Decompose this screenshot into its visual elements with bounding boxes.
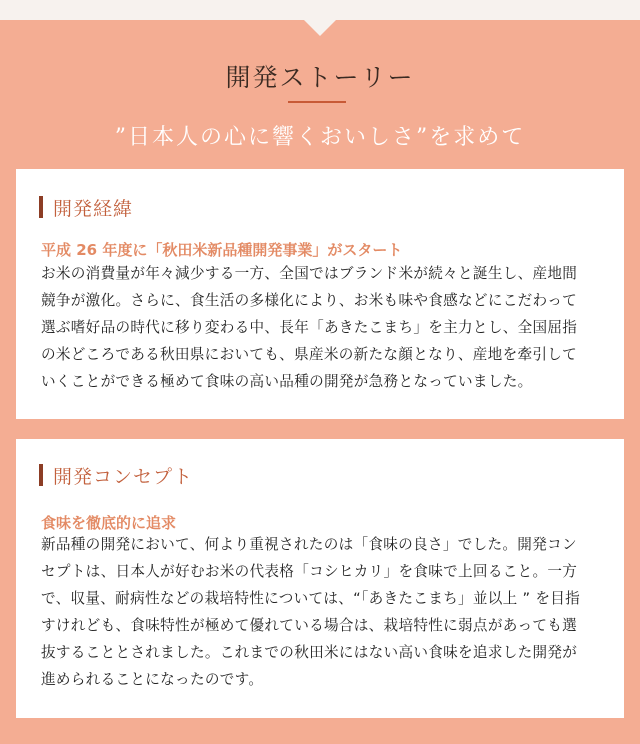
top-notch-decoration	[0, 0, 640, 40]
section-card-development-concept	[16, 439, 624, 718]
body-line: すけれども、食味特性が極めて優れている場合は、栽培特性に弱点があっても選	[41, 617, 578, 634]
section-body	[41, 531, 611, 693]
body-line: 新品種の開発において、何より重視されたのは「食味の良さ」でした。開発コン	[41, 536, 577, 553]
page-title: 開発ストーリー	[225, 63, 415, 92]
section-heading	[39, 195, 133, 219]
section-body	[41, 260, 611, 395]
body-line: で、収量、耐病性などの栽培特性については、“「あきたこまち」並以上 ” を目指	[41, 590, 580, 607]
section-lead: 平成 26 年度に「秋田米新品種開発事業」がスタート	[41, 241, 403, 259]
section-heading-text: 開発経緯	[53, 197, 134, 220]
body-line: いくことができる極めて食味の高い品種の開発が急務となっていました。	[41, 373, 533, 390]
body-line: 選ぶ嗜好品の時代に移り変わる中、長年「あきたこまち」を主力とし、全国屈指	[41, 319, 578, 336]
section-card-development-history	[16, 169, 624, 419]
section-lead: 食味を徹底的に追求	[41, 514, 177, 532]
section-heading	[39, 463, 193, 487]
section-heading-text: 開発コンセプト	[53, 465, 194, 488]
title-underline	[288, 101, 346, 103]
page-subtitle: ”日本人の心に響くおいしさ”を求めて	[114, 125, 526, 150]
body-line: 進められることになったのです。	[41, 671, 264, 688]
body-line: 抜することとされました。これまでの秋田米にはない高い食味を追求した開発が	[41, 644, 578, 661]
body-line: の米どころである秋田県においても、県産米の新たな顔となり、産地を牽引して	[41, 346, 578, 363]
body-line: お米の消費量が年々減少する一方、全国ではブランド米が続々と誕生し、産地間	[41, 265, 578, 282]
heading-accent-bar	[39, 464, 43, 486]
body-line: セプトは、日本人が好むお米の代表格「コシヒカリ」を食味で上回ること。一方	[41, 563, 578, 580]
heading-accent-bar	[39, 196, 43, 218]
body-line: 競争が激化。さらに、食生活の多様化により、お米も味や食感などにこだわって	[41, 292, 578, 309]
